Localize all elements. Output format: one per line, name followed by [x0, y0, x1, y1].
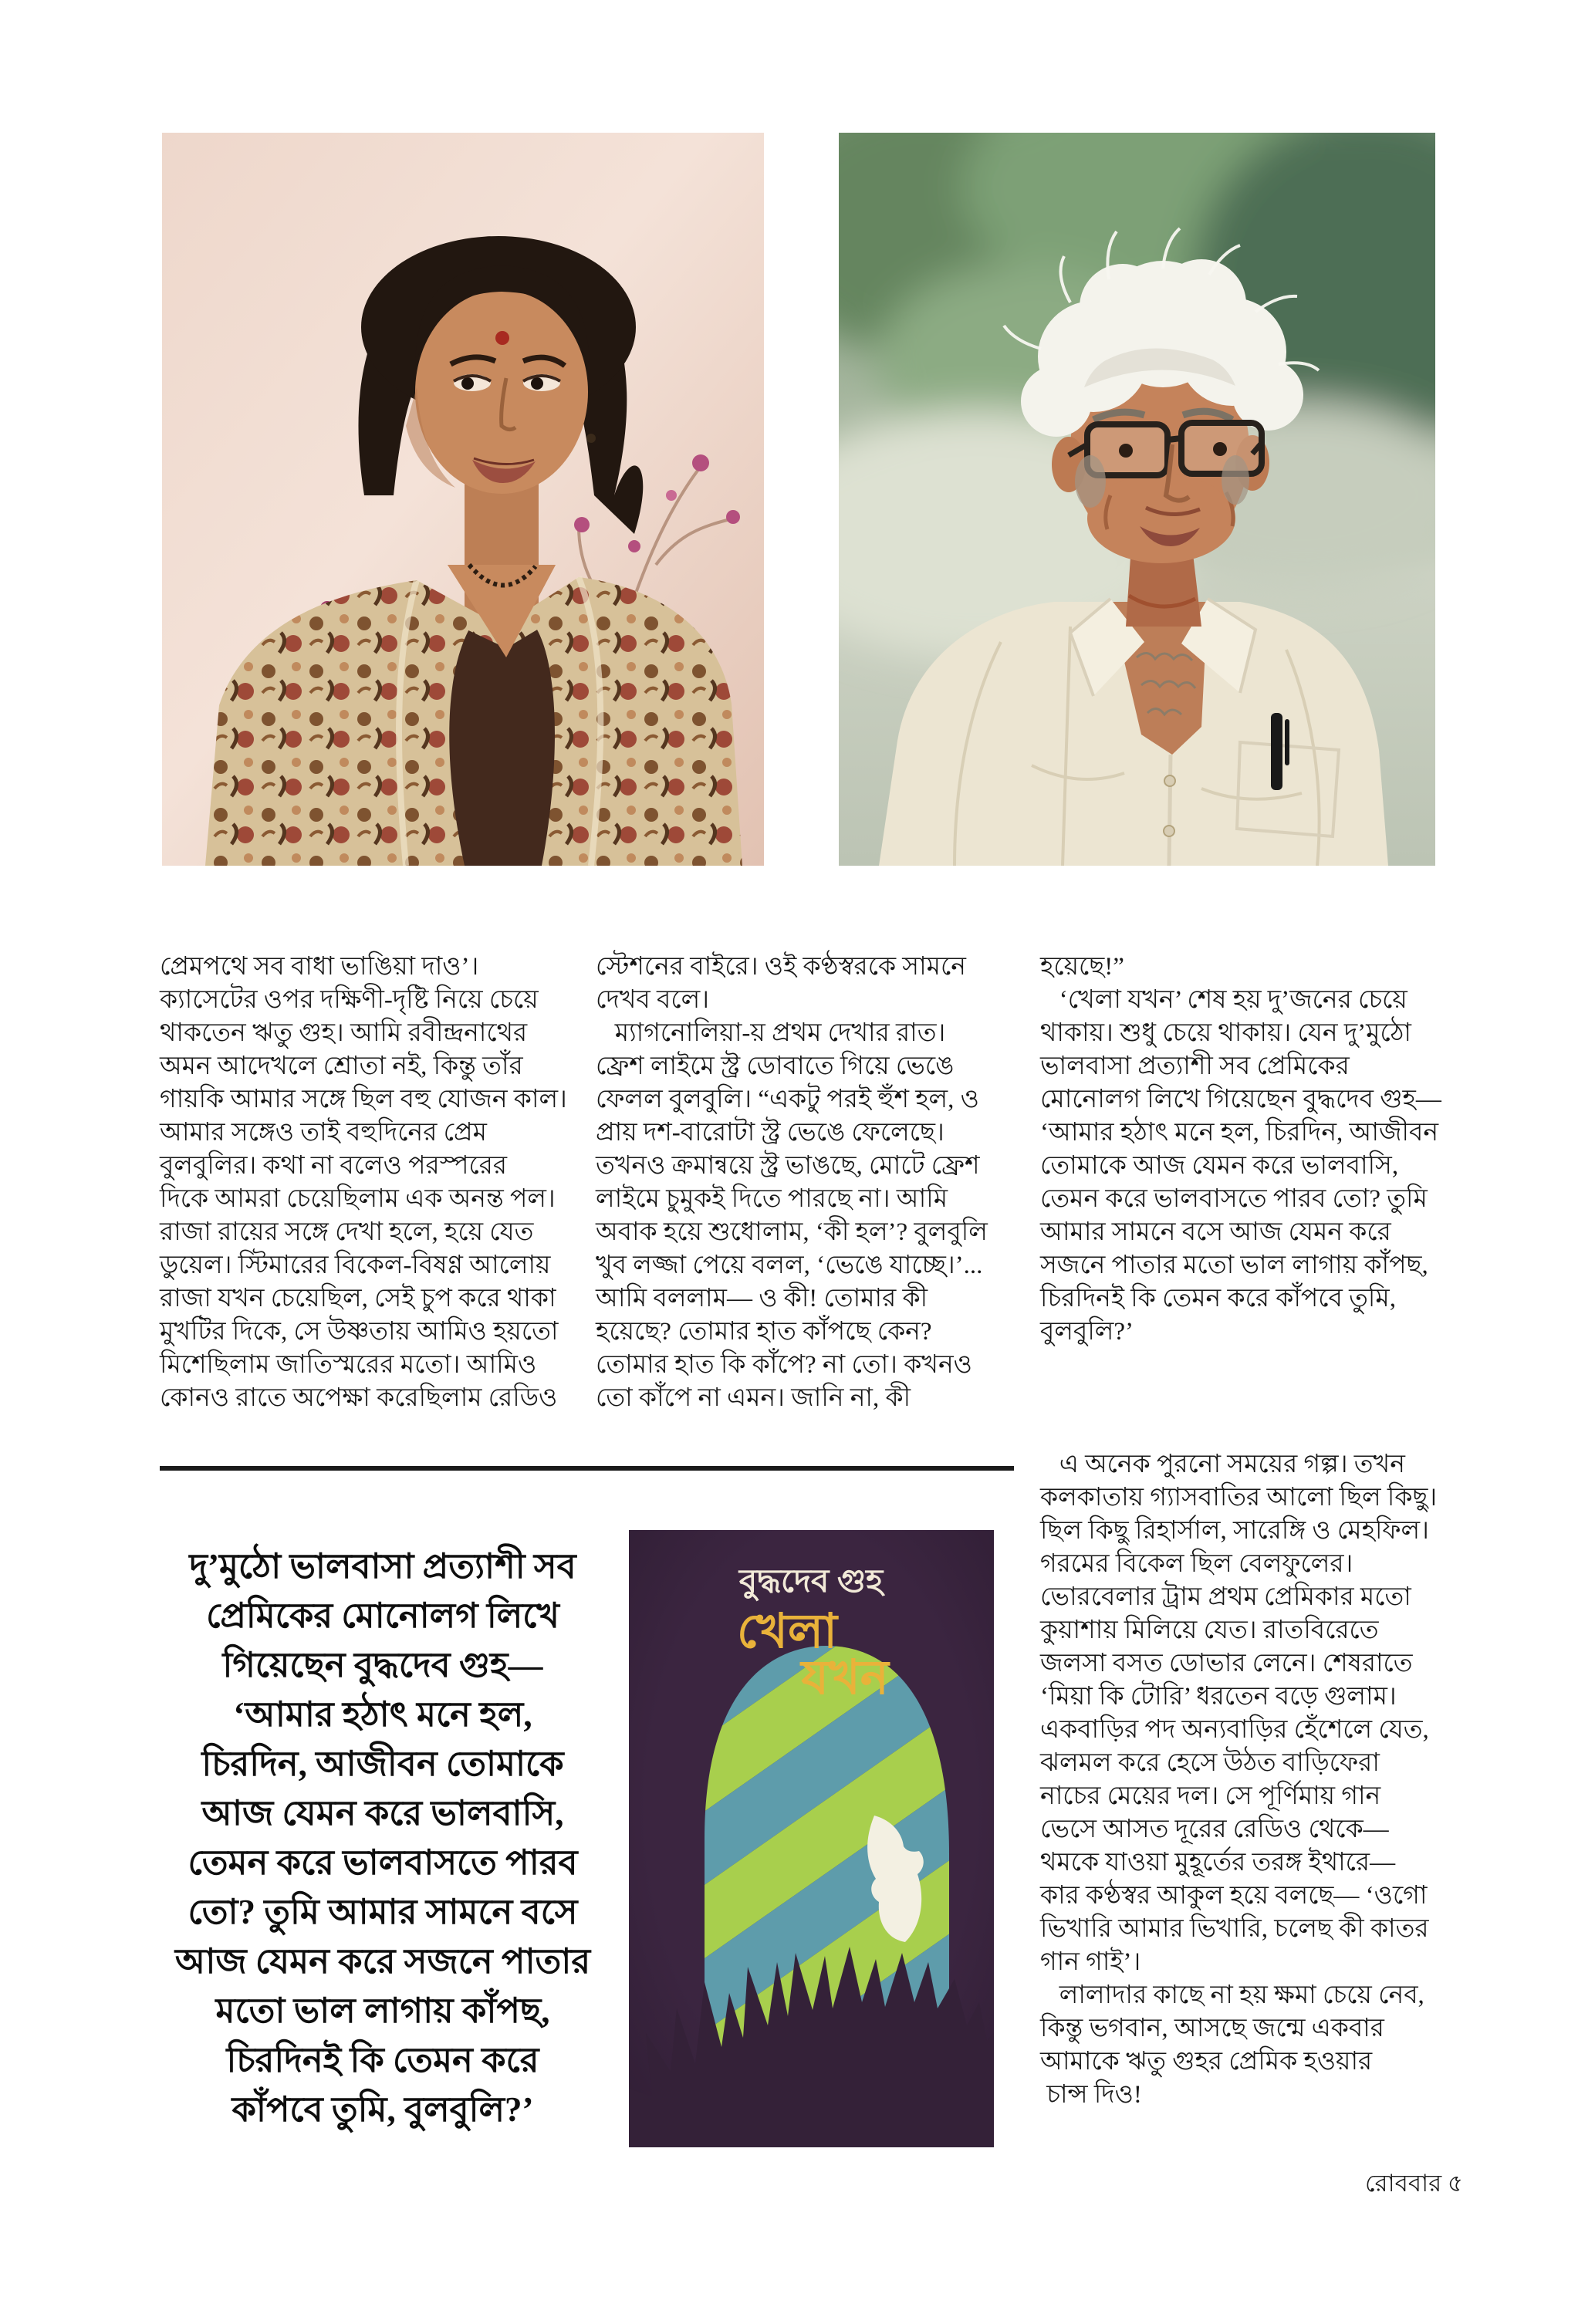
- text-line: এ অনেক পুরনো সময়ের গল্প। তখন: [1040, 1451, 1405, 1478]
- section-divider-rule: [160, 1466, 1014, 1471]
- pull-quote: [144, 1542, 622, 2134]
- text-line: জলসা বসত ডোভার লেনে। শেষরাতে: [1040, 1650, 1413, 1677]
- text-line: নাচের মেয়ের দল। সে পূর্ণিমায় গান: [1040, 1782, 1381, 1810]
- text-line: [1040, 1382, 1466, 1415]
- cover-title-word1: খেলা: [736, 1606, 838, 1658]
- portrait-photo-man: [839, 133, 1435, 866]
- text-line: বুলবুলির। কথা না বলেও পরস্পরের: [160, 1152, 508, 1180]
- text-line: গিয়েছেন বুদ্ধদেব গুহ—: [222, 1646, 543, 1684]
- text-line: সজনে পাতার মতো ভাল লাগায় কাঁপছ,: [1040, 1252, 1428, 1279]
- text-line: ভিখারি আমার ভিখারি, চলেছ কী কাতর: [1040, 1915, 1429, 1943]
- text-line: ‘আমার হঠাৎ মনে হল,: [233, 1695, 532, 1734]
- text-line: থমকে যাওয়া মুহূর্তের তরঙ্গ ইথারে—: [1040, 1849, 1396, 1876]
- text-line: খুব লজ্জা পেয়ে বলল, ‘ভেঙে যাচ্ছে।’...: [596, 1252, 983, 1279]
- portrait-photo-woman: [162, 133, 764, 866]
- text-line: ঝলমল করে হেসে উঠত বাড়িফেরা: [1040, 1749, 1380, 1777]
- text-line: থাকায়। শুধু চেয়ে থাকায়। যেন দু’মুঠো: [1040, 1019, 1411, 1047]
- text-line: দু’মুঠো ভালবাসা প্রত্যাশী সব: [189, 1547, 576, 1586]
- text-line: আমাকে ঋতু গুহর প্রেমিক হওয়ার: [1040, 2048, 1373, 2076]
- text-line: একবাড়ির পদ অন্যবাড়ির হেঁশেলে যেত,: [1040, 1716, 1429, 1744]
- text-line: ছিল কিছু রিহার্সাল, সারেঙ্গি ও মেহফিল।: [1040, 1517, 1429, 1545]
- text-line: গরমের বিকেল ছিল বেলফুলের।: [1040, 1550, 1353, 1578]
- text-line: ফেলল বুলবুলি। “একটু পরই হুঁশ হল, ও: [596, 1086, 979, 1113]
- text-line: রাজা রায়ের সঙ্গে দেখা হলে, হয়ে যেত: [160, 1218, 534, 1246]
- text-line: অমন আদেখলে শ্রোতা নই, কিন্তু তাঁর: [160, 1052, 523, 1080]
- text-line: স্টেশনের বাইরে। ওই কণ্ঠস্বরকে সামনে: [596, 953, 966, 981]
- text-line: ফ্রেশ লাইমে স্ট্র ডোবাতে গিয়ে ভেঙে: [596, 1052, 955, 1080]
- book-cover-illustration: [629, 1530, 994, 2147]
- text-line: প্রেমিকের মোনোলগ লিখে: [206, 1596, 559, 1635]
- text-line: লালাদার কাছে না হয় ক্ষমা চেয়ে নেব,: [1040, 1981, 1424, 2009]
- text-line: ক্যাসেটের ওপর দক্ষিণী-দৃষ্টি নিয়ে চেয়ে: [160, 986, 539, 1014]
- text-line: কুয়াশায় মিলিয়ে যেত। রাতবিরেতে: [1040, 1616, 1379, 1644]
- cover-author-name: বুদ্ধদেব গুহ: [738, 1564, 884, 1599]
- text-line: তো? তুমি আমার সামনে বসে: [188, 1893, 578, 1931]
- text-line: দেখব বলে।: [596, 986, 710, 1014]
- text-line: আজ যেমন করে ভালবাসি,: [201, 1794, 564, 1833]
- text-line: ভেসে আসত দূরের রেডিও থেকে—: [1040, 1816, 1389, 1843]
- article-column-3: [1040, 951, 1466, 2112]
- text-line: [1040, 1349, 1466, 1382]
- text-line: ‘খেলা যখন’ শেষ হয় দু’জনের চেয়ে: [1040, 986, 1407, 1014]
- text-line: কাঁপবে তুমি, বুলবুলি?’: [231, 2090, 534, 2129]
- text-line: আজ যেমন করে সজনে পাতার: [174, 1942, 591, 1981]
- text-line: রাজা যখন চেয়েছিল, সেই চুপ করে থাকা: [160, 1285, 556, 1312]
- text-line: কলকাতায় গ্যাসবাতির আলো ছিল কিছু।: [1040, 1484, 1438, 1512]
- woman-portrait-illustration: [162, 133, 764, 866]
- text-line: ম্যাগনোলিয়া-য় প্রথম দেখার রাত।: [596, 1019, 946, 1047]
- man-portrait-illustration: [839, 133, 1435, 866]
- text-line: অবাক হয়ে শুধোলাম, ‘কী হল’? বুলবুলি: [596, 1218, 988, 1246]
- text-line: মুখটির দিকে, সে উষ্ণতায় আমিও হয়তো: [160, 1318, 559, 1346]
- text-line: কোনও রাতে অপেক্ষা করেছিলাম রেডিও: [160, 1384, 558, 1412]
- text-line: ভোরবেলার ট্রাম প্রথম প্রেমিকার মতো: [1040, 1583, 1411, 1611]
- book-cover-khela-jakhon: [629, 1530, 994, 2147]
- text-line: লাইমে চুমুকই দিতে পারছে না। আমি: [596, 1185, 948, 1213]
- text-line: থাকতেন ঋতু গুহ। আমি রবীন্দ্রনাথের: [160, 1019, 528, 1047]
- text-line: প্রায় দশ-বারোটা স্ট্র ভেঙে ফেলেছে।: [596, 1119, 944, 1147]
- text-line: ভালবাসা প্রত্যাশী সব প্রেমিকের: [1040, 1052, 1350, 1080]
- text-line: মোনোলগ লিখে গিয়েছেন বুদ্ধদেব গুহ—: [1040, 1086, 1441, 1113]
- text-line: ডুয়েল। স্টিমারের বিকেল-বিষণ্ণ আলোয়: [160, 1252, 551, 1279]
- article-column-2: [596, 951, 1016, 1415]
- text-line: বুলবুলি?’: [1040, 1318, 1134, 1346]
- text-line: মিশেছিলাম জাতিস্মরের মতো। আমিও: [160, 1351, 537, 1379]
- text-line: প্রেমপথে সব বাধা ভাঙিয়া দাও’।: [160, 953, 479, 981]
- text-line: আমার সামনে বসে আজ যেমন করে: [1040, 1218, 1391, 1246]
- page-footer-label: রোববার ৫: [1364, 2170, 1463, 2197]
- text-line: তখনও ক্রমান্বয়ে স্ট্র ভাঙছে, মোটে ফ্রেশ: [596, 1152, 980, 1180]
- text-line: কার কণ্ঠস্বর আকুল হয়ে বলছে— ‘ওগো: [1040, 1882, 1428, 1910]
- text-line: তেমন করে ভালবাসতে পারব: [188, 1843, 578, 1882]
- text-line: [1040, 1415, 1466, 1448]
- text-line: হয়েছে!”: [1040, 953, 1124, 981]
- text-line: আমার সঙ্গেও তাই বহুদিনের প্রেম: [160, 1119, 487, 1147]
- text-line: হয়েছে? তোমার হাত কাঁপছে কেন?: [596, 1318, 932, 1346]
- text-line: চিরদিন, আজীবন তোমাকে: [201, 1745, 564, 1783]
- text-line: দিকে আমরা চেয়েছিলাম এক অনন্ত পল।: [160, 1185, 556, 1213]
- text-line: ‘মিয়া কি টোরি’ ধরতেন বড়ে গুলাম।: [1040, 1683, 1397, 1711]
- text-line: কিন্তু ভগবান, আসছে জন্মে একবার: [1040, 2015, 1384, 2042]
- text-line: ‘আমার হঠাৎ মনে হল, চিরদিন, আজীবন: [1040, 1119, 1439, 1147]
- text-line: চিরদিনই কি তেমন করে: [226, 2041, 539, 2079]
- text-line: গায়কি আমার সঙ্গে ছিল বহু যোজন কাল।: [160, 1086, 567, 1113]
- text-line: চান্স দিও!: [1040, 2081, 1142, 2109]
- text-line: আমি বললাম— ও কী! তোমার কী: [596, 1285, 928, 1312]
- text-line: তেমন করে ভালবাসতে পারব তো? তুমি: [1040, 1185, 1428, 1213]
- cover-title-word2: যখন: [801, 1652, 889, 1704]
- text-line: তোমাকে আজ যেমন করে ভালবাসি,: [1040, 1152, 1399, 1180]
- text-line: তো কাঁপে না এমন। জানি না, কী: [596, 1384, 911, 1412]
- article-column-1: [160, 951, 580, 1415]
- text-line: মতো ভাল লাগায় কাঁপছ,: [215, 1991, 550, 2030]
- text-line: গান গাই’।: [1040, 1948, 1141, 1976]
- text-line: চিরদিনই কি তেমন করে কাঁপবে তুমি,: [1040, 1285, 1396, 1312]
- text-line: তোমার হাত কি কাঁপে? না তো। কখনও: [596, 1351, 972, 1379]
